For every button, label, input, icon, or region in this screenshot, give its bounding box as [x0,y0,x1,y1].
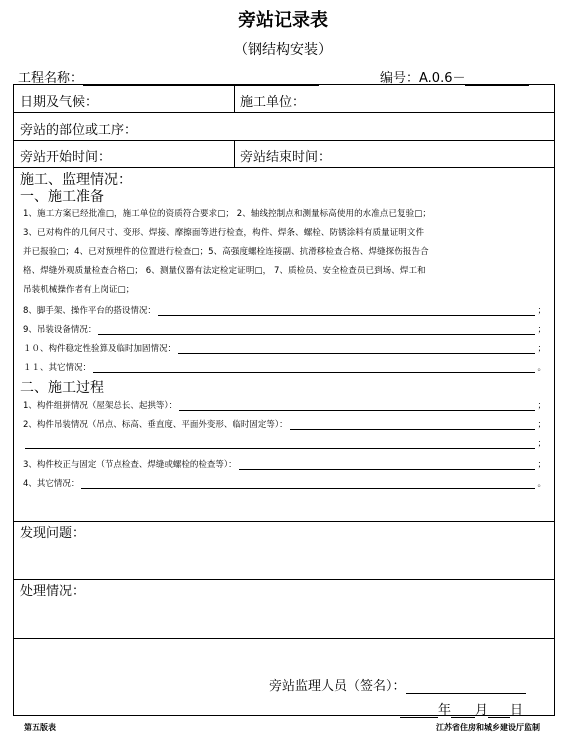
signature-row [269,675,526,694]
process-title: 二、施工过程 [20,380,104,396]
hoisting-fill-row[interactable]: 2、构件吊装情况（吊点、标高、垂直度、平面外变形、临时固定等）： ； [23,420,546,430]
problems-field[interactable]: 发现问题： [20,526,86,541]
year-field[interactable] [400,703,438,718]
signature-field[interactable] [406,679,526,694]
assembly-fill-row[interactable]: 1、构件组拼情况（屋架总长、起拱等）： ； [23,401,546,411]
lifting-fill-row[interactable]: 9、吊装设备情况： ； [23,325,546,335]
correction-fill-row[interactable]: 3、构件校正与固定（节点检查、焊缝或螺栓的检查等）： ； [23,460,546,470]
stability-fill-row[interactable]: １０、构件稳定性验算及临时加固情况： ； [23,344,546,354]
date-weather-field[interactable]: 日期及气候： [20,95,99,110]
row-divider [14,579,554,580]
location-field[interactable]: 旁站的部位或工序： [20,123,138,138]
other-process-fill-row[interactable]: 4、其它情况： 。 [23,479,546,489]
date-row: 年 月 日 [400,699,523,718]
situation-heading: 施工、监理情况： [20,172,132,188]
column-divider [234,85,235,112]
scaffold-fill-row[interactable]: 8、脚手架、操作平台的搭设情况： ； [23,306,546,316]
column-divider [234,140,235,167]
code-label: 编号：A.0.6－ [380,71,466,86]
prep-line: 吊装机械操作者有上岗证□； [23,285,135,295]
row-divider [14,167,554,168]
footer-issuer: 江苏省住房和城乡建设厅监制 [436,723,540,732]
prep-line: 3、已对构件的几何尺寸、变形、焊接、摩擦面等进行检查，构件、焊条、螺栓、防锈涂料有质量证明文件 [23,228,425,238]
row-divider [14,140,554,141]
prep-line: 1、施工方案已经批准□，施工单位的资质符合要求□； 2、轴线控制点和测量标高使用的水准点已复验□； [23,209,432,219]
row-divider [14,112,554,113]
page-subtitle: （钢结构安装） [234,42,332,58]
prep-title: 一、施工准备 [20,189,104,205]
signature-label: 旁站监理人员（签名）： [269,679,406,694]
project-name-label: 工程名称： [18,71,84,86]
handling-field[interactable]: 处理情况： [20,584,86,599]
prep-line: 并已报验□；4、已对预埋件的位置进行检查□；5、高强度螺栓连接副、抗滑移检查合格、焊缝探伤报告合 [23,247,429,257]
construction-unit-field[interactable]: 施工单位： [240,95,306,110]
footer-version: 第五版表 [24,723,56,732]
prep-line: 格、焊缝外观质量检查合格□； 6、测量仪器有法定检定证明□， 7、质检员、安全检查员已到场、焊工和 [23,266,426,276]
record-table [13,84,555,716]
hoisting-continued-fill-row[interactable]: ； [23,437,546,449]
end-time-field[interactable]: 旁站结束时间： [240,150,332,165]
other-prep-fill-row[interactable]: １１、其它情况： 。 [23,363,546,373]
day-field[interactable] [488,703,510,718]
start-time-field[interactable]: 旁站开始时间： [20,150,112,165]
row-divider [14,638,554,639]
page-title: 旁站记录表 [238,10,328,31]
month-field[interactable] [451,703,475,718]
row-divider [14,521,554,522]
